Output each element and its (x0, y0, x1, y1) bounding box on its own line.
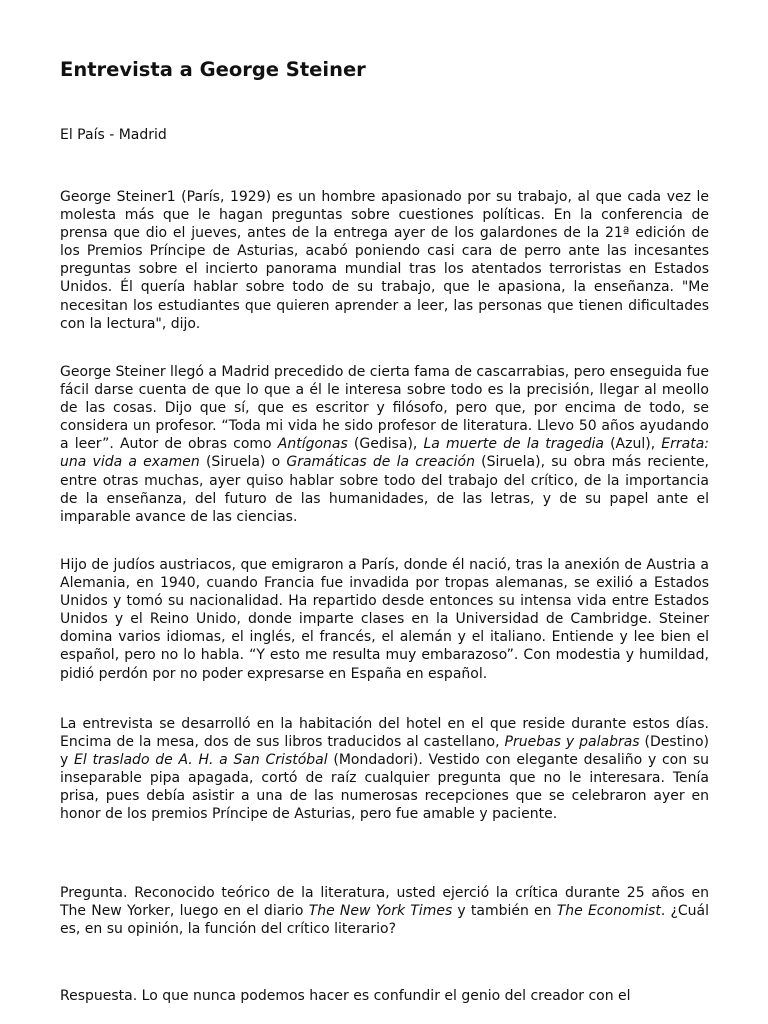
text-segment: (Mondadori). Vestido con elegante desaliño y con su inseparable pipa apagada, cortó de raíz cualquier pregunta que no le interesara. Tenía prisa, pues debía asistir a una de las numerosas recepciones que se celebraron ayer en honor de los premios Príncipe de Asturias, pero fue amable y paciente. (60, 752, 709, 823)
article-source: El País - Madrid (60, 127, 167, 143)
book-title: Gramáticas de la creación (286, 454, 475, 471)
book-title: Errata: una vida a examen (60, 436, 709, 471)
paragraph-interview-setting (60, 715, 709, 824)
publication-title: The Economist (556, 903, 661, 920)
text-segment: (Gedisa), (347, 436, 424, 453)
publication-title: The New York Times (308, 903, 453, 920)
text-segment: La entrevista se desarrolló en la habitación del hotel en el que reside durante estos días. Encima de la mesa, dos de sus libros traducidos al castellano, (60, 716, 709, 751)
text-segment: (Siruela), su obra más reciente, entre otras muchas, ayer quiso hablar sobre todo del trabajo del crítico, de la importancia de la enseñanza, del futuro de las humanidades, de las letras, y de su papel ante el imparable avance de las ciencias. (60, 454, 710, 525)
text-segment: Pregunta. Reconocido teórico de la literatura, usted ejerció la crítica durante 25 años en The New Yorker, luego en el diario (60, 885, 709, 920)
text-segment: y también en (452, 903, 557, 920)
book-title: La muerte de la tragedia (423, 436, 604, 453)
paragraph-arrival (60, 363, 709, 526)
text-segment: (Siruela) o (199, 454, 287, 471)
paragraph-intro: George Steiner1 (París, 1929) es un hombre apasionado por su trabajo, al que cada vez le molesta más que le hagan preguntas sobre cuestiones políticas. En la conferencia de prensa que dio el jueves, antes de la entrega ayer de los galardones de la 21ª edición de los Premios Príncipe de Asturias, acabó poniendo casi cara de perro ante las incesantes preguntas sobre el incierto panorama mundial tras los atentados terroristas en Estados Unidos. Él quería hablar sobre todo de su trabajo, que le apasiona, la enseñanza. "Me necesitan los estudiantes que quieren aprender a leer, las personas que tienen dificultades con la lectura", dijo. (60, 189, 709, 332)
text-segment: (Azul), (603, 436, 662, 453)
text-segment: (Destino) y (60, 734, 709, 769)
question-paragraph (60, 884, 709, 938)
text-segment: . ¿Cuál es, en su opinión, la función del crítico literario? (60, 903, 709, 938)
text-segment: George Steiner llegó a Madrid precedido de cierta fama de cascarrabias, pero enseguida fue fácil darse cuenta de que lo que a él le interesa sobre todo es la precisión, llegar al meollo de las cosas. Dijo que sí, que es escritor y filósofo, pero que, por encima de todo, se considera un profesor. “Toda mi vida he sido profesor de literatura. Llevo 50 años ayudando a leer”. Autor de obras como (60, 364, 709, 453)
answer-paragraph: Respuesta. Lo que nunca podemos hacer es confundir el genio del creador con el (60, 988, 631, 1004)
book-title: El traslado de A. H. a San Cristóbal (74, 752, 328, 769)
book-title: Pruebas y palabras (504, 734, 640, 751)
paragraph-biography: Hijo de judíos austriacos, que emigraron a París, donde él nació, tras la anexión de Austria a Alemania, en 1940, cuando Francia fue invadida por tropas alemanas, se exilió a Estados Unidos y tomó su nacionalidad. Ha repartido desde entonces su intensa vida entre Estados Unidos y el Reino Unido, donde imparte clases en la Universidad de Cambridge. Steiner domina varios idiomas, el inglés, el francés, el alemán y el italiano. Entiende y lee bien el español, pero no lo habla. “Y esto me resulta muy embarazoso”. Con modestia y humildad, pidió perdón por no poder expresarse en España en español. (60, 557, 709, 682)
book-title: Antígonas (277, 436, 348, 453)
article-title: Entrevista a George Steiner (60, 58, 366, 81)
